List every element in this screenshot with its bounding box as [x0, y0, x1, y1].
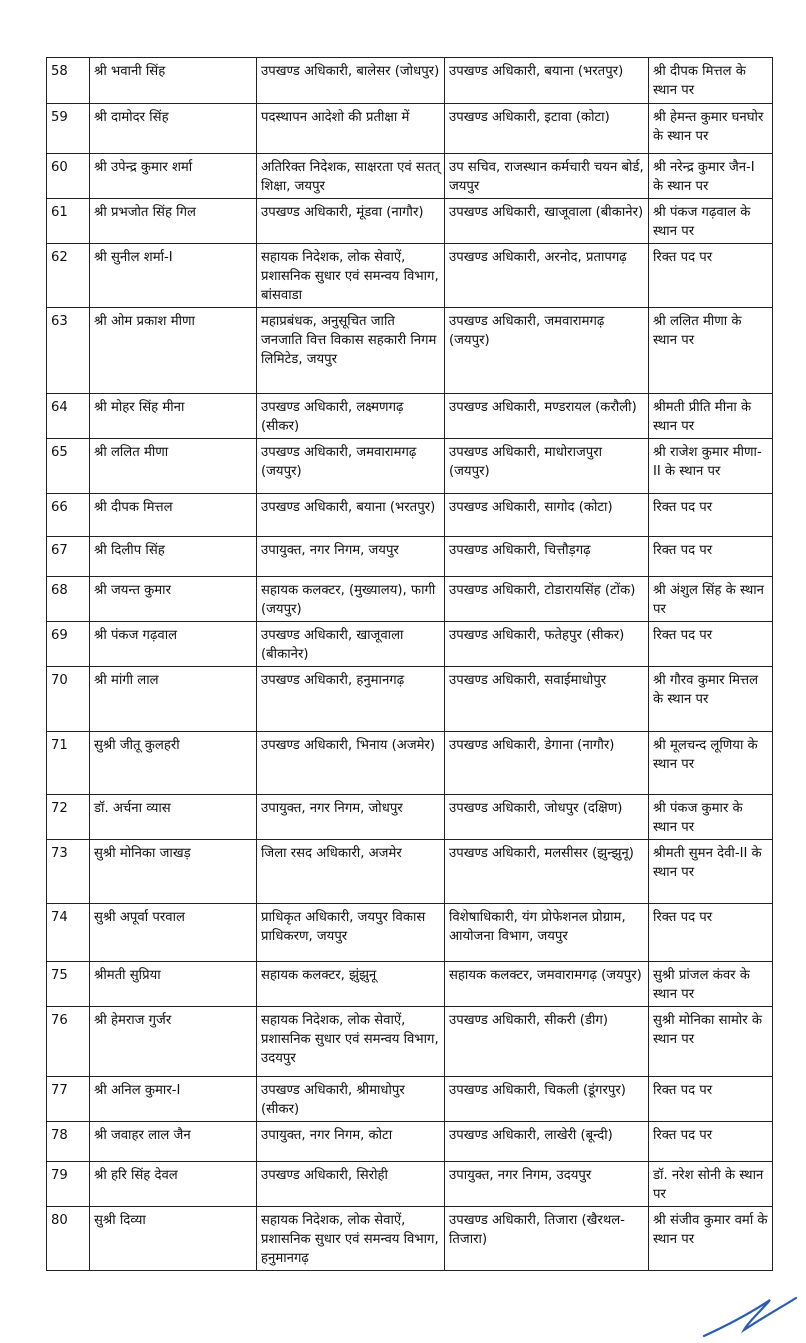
new-post-cell: उपखण्ड अधिकारी, डेगाना (नागौर) [445, 732, 649, 795]
serial-number-cell: 80 [47, 1207, 90, 1271]
new-post-cell: उपखण्ड अधिकारी, सीकरी (डीग) [445, 1007, 649, 1077]
current-post-cell: प्राधिकृत अधिकारी, जयपुर विकास प्राधिकरण, जयपुर [257, 904, 445, 962]
current-post-cell: सहायक कलक्टर, झुंझुनू [257, 962, 445, 1007]
serial-number-cell: 70 [47, 667, 90, 732]
officer-name-cell: श्री जयन्त कुमार [90, 577, 257, 622]
officer-name-cell: श्री अनिल कुमार-I [90, 1077, 257, 1122]
table-row [47, 795, 773, 840]
remark-cell: श्री पंकज गढ़वाल के स्थान पर [649, 199, 773, 244]
serial-number-cell: 67 [47, 537, 90, 577]
current-post-cell: उपखण्ड अधिकारी, भिनाय (अजमेर) [257, 732, 445, 795]
serial-number-cell: 71 [47, 732, 90, 795]
remark-cell: श्रीमती प्रीति मीना के स्थान पर [649, 394, 773, 439]
officer-name-cell: श्री ललित मीणा [90, 439, 257, 494]
officer-name-cell: श्री मोहर सिंह मीना [90, 394, 257, 439]
officer-name-cell: श्री प्रभजोत सिंह गिल [90, 199, 257, 244]
serial-number-cell: 75 [47, 962, 90, 1007]
serial-number-cell: 68 [47, 577, 90, 622]
new-post-cell: उपखण्ड अधिकारी, तिजारा (खैरथल-तिजारा) [445, 1207, 649, 1271]
remark-cell: रिक्त पद पर [649, 1077, 773, 1122]
current-post-cell: पदस्थापन आदेशो की प्रतीक्षा में [257, 104, 445, 154]
table-row [47, 199, 773, 244]
serial-number-cell: 63 [47, 308, 90, 394]
new-post-cell: उपखण्ड अधिकारी, चिकली (डूंगरपुर) [445, 1077, 649, 1122]
table-row [47, 494, 773, 537]
new-post-cell: उपखण्ड अधिकारी, जोधपुर (दक्षिण) [445, 795, 649, 840]
table-row [47, 104, 773, 154]
table-row [47, 1162, 773, 1207]
current-post-cell: उपखण्ड अधिकारी, हनुमानगढ़ [257, 667, 445, 732]
officer-name-cell: सुश्री मोनिका जाखड़ [90, 840, 257, 904]
serial-number-cell: 59 [47, 104, 90, 154]
officer-name-cell: श्री दामोदर सिंह [90, 104, 257, 154]
table-row [47, 154, 773, 199]
serial-number-cell: 79 [47, 1162, 90, 1207]
remark-cell: श्री गौरव कुमार मित्तल के स्थान पर [649, 667, 773, 732]
current-post-cell: उपखण्ड अधिकारी, बालेसर (जोधपुर) [257, 58, 445, 104]
officer-name-cell: श्री पंकज गढ़वाल [90, 622, 257, 667]
remark-cell: श्री अंशुल सिंह के स्थान पर [649, 577, 773, 622]
officer-name-cell: श्री उपेन्द्र कुमार शर्मा [90, 154, 257, 199]
serial-number-cell: 74 [47, 904, 90, 962]
serial-number-cell: 65 [47, 439, 90, 494]
serial-number-cell: 64 [47, 394, 90, 439]
current-post-cell: उपखण्ड अधिकारी, खाजूवाला (बीकानेर) [257, 622, 445, 667]
serial-number-cell: 77 [47, 1077, 90, 1122]
serial-number-cell: 73 [47, 840, 90, 904]
serial-number-cell: 76 [47, 1007, 90, 1077]
officer-name-cell: डॉ. अर्चना व्यास [90, 795, 257, 840]
table-row [47, 622, 773, 667]
remark-cell: रिक्त पद पर [649, 1122, 773, 1162]
current-post-cell: उपायुक्त, नगर निगम, जोधपुर [257, 795, 445, 840]
remark-cell: रिक्त पद पर [649, 622, 773, 667]
remark-cell: श्री पंकज कुमार के स्थान पर [649, 795, 773, 840]
remark-cell: श्रीमती सुमन देवी-II के स्थान पर [649, 840, 773, 904]
remark-cell: श्री नरेन्द्र कुमार जैन-I के स्थान पर [649, 154, 773, 199]
table-row [47, 577, 773, 622]
serial-number-cell: 62 [47, 244, 90, 308]
serial-number-cell: 78 [47, 1122, 90, 1162]
new-post-cell: उपखण्ड अधिकारी, लाखेरी (बून्दी) [445, 1122, 649, 1162]
officer-name-cell: श्री भवानी सिंह [90, 58, 257, 104]
current-post-cell: उपखण्ड अधिकारी, मूंडवा (नागौर) [257, 199, 445, 244]
officer-name-cell: श्री हेमराज गुर्जर [90, 1007, 257, 1077]
transfer-list-body [47, 58, 773, 1271]
table-row [47, 962, 773, 1007]
officer-name-cell: श्री जवाहर लाल जैन [90, 1122, 257, 1162]
current-post-cell: उपखण्ड अधिकारी, जमवारामगढ़ (जयपुर) [257, 439, 445, 494]
table-row [47, 1207, 773, 1271]
new-post-cell: उपखण्ड अधिकारी, बयाना (भरतपुर) [445, 58, 649, 104]
new-post-cell: उपखण्ड अधिकारी, टोडारायसिंह (टोंक) [445, 577, 649, 622]
table-row [47, 244, 773, 308]
serial-number-cell: 60 [47, 154, 90, 199]
remark-cell: श्री ललित मीणा के स्थान पर [649, 308, 773, 394]
current-post-cell: उपखण्ड अधिकारी, सिरोही [257, 1162, 445, 1207]
new-post-cell: उपखण्ड अधिकारी, सवाईमाधोपुर [445, 667, 649, 732]
new-post-cell: उपखण्ड अधिकारी, अरनोद, प्रतापगढ़ [445, 244, 649, 308]
new-post-cell: उपखण्ड अधिकारी, इटावा (कोटा) [445, 104, 649, 154]
officer-name-cell: श्री ओम प्रकाश मीणा [90, 308, 257, 394]
table-row [47, 58, 773, 104]
officer-name-cell: श्रीमती सुप्रिया [90, 962, 257, 1007]
serial-number-cell: 72 [47, 795, 90, 840]
officer-name-cell: सुश्री जीतू कुलहरी [90, 732, 257, 795]
remark-cell: सुश्री मोनिका सामोर के स्थान पर [649, 1007, 773, 1077]
new-post-cell: उप सचिव, राजस्थान कर्मचारी चयन बोर्ड, जयपुर [445, 154, 649, 199]
table-row [47, 904, 773, 962]
remark-cell: श्री संजीव कुमार वर्मा के स्थान पर [649, 1207, 773, 1271]
new-post-cell: उपखण्ड अधिकारी, मण्डरायल (करौली) [445, 394, 649, 439]
serial-number-cell: 69 [47, 622, 90, 667]
current-post-cell: उपखण्ड अधिकारी, श्रीमाधोपुर (सीकर) [257, 1077, 445, 1122]
remark-cell: श्री राजेश कुमार मीणा-II के स्थान पर [649, 439, 773, 494]
table-row [47, 1007, 773, 1077]
transfer-list-table [46, 57, 773, 1271]
table-row [47, 1077, 773, 1122]
current-post-cell: जिला रसद अधिकारी, अजमेर [257, 840, 445, 904]
current-post-cell: सहायक निदेशक, लोक सेवाऐं, प्रशासनिक सुधार एवं समन्वय विभाग, उदयपुर [257, 1007, 445, 1077]
table-row [47, 394, 773, 439]
current-post-cell: उपखण्ड अधिकारी, लक्ष्मणगढ़ (सीकर) [257, 394, 445, 439]
table-row [47, 732, 773, 795]
remark-cell: रिक्त पद पर [649, 904, 773, 962]
officer-name-cell: श्री हरि सिंह देवल [90, 1162, 257, 1207]
serial-number-cell: 58 [47, 58, 90, 104]
table-row [47, 667, 773, 732]
current-post-cell: सहायक कलक्टर, (मुख्यालय), फागी (जयपुर) [257, 577, 445, 622]
new-post-cell: उपखण्ड अधिकारी, माधोराजपुरा (जयपुर) [445, 439, 649, 494]
remark-cell: श्री दीपक मित्तल के स्थान पर [649, 58, 773, 104]
table-row [47, 840, 773, 904]
new-post-cell: विशेषाधिकारी, यंग प्रोफेशनल प्रोग्राम, आयोजना विभाग, जयपुर [445, 904, 649, 962]
remark-cell: रिक्त पद पर [649, 494, 773, 537]
remark-cell: श्री मूलचन्द लूणिया के स्थान पर [649, 732, 773, 795]
new-post-cell: उपखण्ड अधिकारी, मलसीसर (झुन्झुनू) [445, 840, 649, 904]
officer-name-cell: श्री दिलीप सिंह [90, 537, 257, 577]
table-row [47, 1122, 773, 1162]
remark-cell: डॉ. नरेश सोनी के स्थान पर [649, 1162, 773, 1207]
remark-cell: रिक्त पद पर [649, 537, 773, 577]
new-post-cell: उपायुक्त, नगर निगम, उदयपुर [445, 1162, 649, 1207]
current-post-cell: अतिरिक्त निदेशक, साक्षरता एवं सतत् शिक्षा, जयपुर [257, 154, 445, 199]
table-row [47, 537, 773, 577]
current-post-cell: उपायुक्त, नगर निगम, कोटा [257, 1122, 445, 1162]
remark-cell: रिक्त पद पर [649, 244, 773, 308]
remark-cell: सुश्री प्रांजल कंवर के स्थान पर [649, 962, 773, 1007]
officer-name-cell: श्री सुनील शर्मा-I [90, 244, 257, 308]
officer-name-cell: सुश्री दिव्या [90, 1207, 257, 1271]
officer-name-cell: श्री मांगी लाल [90, 667, 257, 732]
signature-mark [700, 1290, 800, 1340]
current-post-cell: सहायक निदेशक, लोक सेवाऐं, प्रशासनिक सुधार एवं समन्वय विभाग, हनुमानगढ़ [257, 1207, 445, 1271]
serial-number-cell: 66 [47, 494, 90, 537]
remark-cell: श्री हेमन्त कुमार घनघोर के स्थान पर [649, 104, 773, 154]
serial-number-cell: 61 [47, 199, 90, 244]
current-post-cell: उपायुक्त, नगर निगम, जयपुर [257, 537, 445, 577]
new-post-cell: उपखण्ड अधिकारी, फतेहपुर (सीकर) [445, 622, 649, 667]
officer-name-cell: सुश्री अपूर्वा परवाल [90, 904, 257, 962]
new-post-cell: उपखण्ड अधिकारी, सागोद (कोटा) [445, 494, 649, 537]
current-post-cell: सहायक निदेशक, लोक सेवाऐं, प्रशासनिक सुधार एवं समन्वय विभाग, बांसवाडा [257, 244, 445, 308]
officer-name-cell: श्री दीपक मित्तल [90, 494, 257, 537]
new-post-cell: उपखण्ड अधिकारी, खाजूवाला (बीकानेर) [445, 199, 649, 244]
current-post-cell: उपखण्ड अधिकारी, बयाना (भरतपुर) [257, 494, 445, 537]
new-post-cell: सहायक कलक्टर, जमवारामगढ़ (जयपुर) [445, 962, 649, 1007]
table-row [47, 308, 773, 394]
current-post-cell: महाप्रबंधक, अनुसूचित जाति जनजाति वित्त विकास सहकारी निगम लिमिटेड, जयपुर [257, 308, 445, 394]
table-row [47, 439, 773, 494]
new-post-cell: उपखण्ड अधिकारी, जमवारामगढ़ (जयपुर) [445, 308, 649, 394]
new-post-cell: उपखण्ड अधिकारी, चित्तौड़गढ़ [445, 537, 649, 577]
